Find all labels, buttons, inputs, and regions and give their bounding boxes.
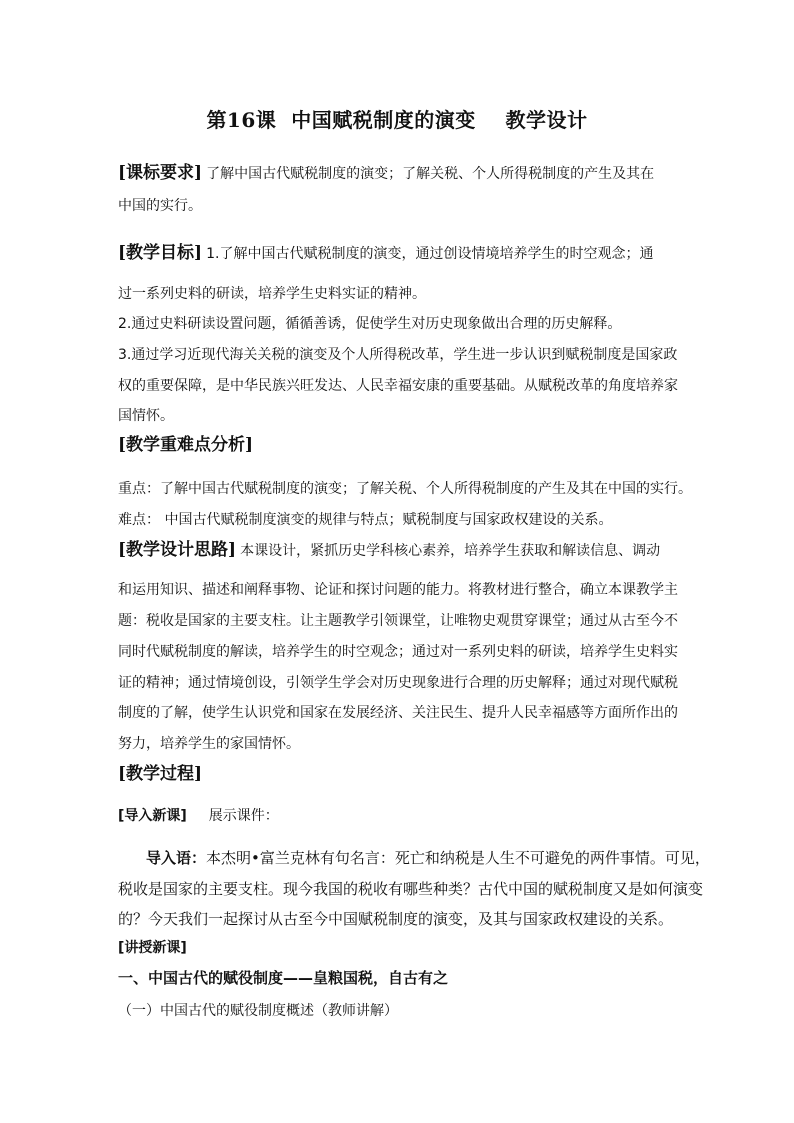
teaching-objectives-text: 1.了解中国古代赋税制度的演变，通过创设情境培养学生的时空观念；通 [206,246,654,262]
design-thinking-line-5: 证的精神；通过情境创设，引领学生学会对历史现象进行合理的历史解释；通过对现代赋税 [118,675,678,691]
curriculum-requirements-line-2: 中国的实行。 [118,198,202,214]
teaching-process-heading-line [118,764,206,785]
key-difficulty-heading-line [118,435,257,456]
design-thinking-line-4: 同时代赋税制度的解读，培养学生的时空观念；通过对一系列史料的研读，培养学生史料实 [118,644,678,660]
lead-line-3: 的？今天我们一起探讨从古至今中国赋税制度的演变，及其与国家政权建设的关系。 [118,910,674,928]
design-thinking-line-2: 和运用知识、描述和阐释事物、论证和探讨问题的能力。将教材进行整合，确立本课教学主 [118,582,678,598]
lead-text-1: 本杰明•富兰克林有句名言：死亡和纳税是人生不可避免的两件事情。可见， [206,849,710,867]
difficulties-line: 难点： 中国古代赋税制度演变的规律与特点；赋税制度与国家政权建设的关系。 [118,512,613,528]
key-points-line: 重点：了解中国古代赋税制度的演变；了解关税、个人所得税制度的产生及其在中国的实行。 [118,481,692,497]
teach-new-lesson-line [118,938,187,958]
intro-line [118,806,279,826]
document-title: 第16课 中国赋税制度的演变 教学设计 [206,108,588,132]
teaching-objectives-line-2: 过一系列史料的研读，培养学生史料实证的精神。 [118,286,426,302]
curriculum-requirements-heading: [课标要求] [118,163,203,183]
lead-line-1 [146,848,710,868]
design-thinking-line-7: 努力，培养学生的家国情怀。 [118,736,300,752]
design-thinking-heading: [教学设计思路] [118,540,237,560]
curriculum-requirements-text: 了解中国古代赋税制度的演变；了解关税、个人所得税制度的产生及其在 [206,166,655,182]
teaching-objectives-heading: [教学目标] [118,243,203,263]
teaching-objectives-line-3: 2.通过史料研读设置问题，循循善诱，促使学生对历史现象做出合理的历史解释。 [118,316,622,332]
part-one-subheading: （一）中国古代的赋役制度概述（教师讲解） [118,1003,398,1019]
key-difficulty-heading: [教学重难点分析] [118,435,254,455]
design-thinking-line-6: 制度的了解，使学生认识党和国家在发展经济、关注民生、提升人民幸福感等方面所作出的 [118,705,678,721]
design-thinking-text: 本课设计，紧抓历史学科核心素养，培养学生获取和解读信息、调动 [240,543,661,559]
teaching-process-heading: [教学过程] [118,764,203,784]
design-thinking-line-3: 题：税收是国家的主要支柱。让主题教学引领课堂，让唯物史观贯穿课堂；通过从古至今不 [118,613,678,629]
teaching-objectives-line-6: 国情怀。 [118,408,174,424]
curriculum-requirements-line-1 [118,163,654,184]
part-one-heading: 一、中国古代的赋役制度——皇粮国税，自古有之 [118,969,449,987]
lead-line-2: 税收是国家的主要支柱。现今我国的税收有哪些种类？古代中国的赋税制度又是如何演变 [118,880,704,898]
design-thinking-line-1 [118,540,660,561]
teach-new-lesson-label: [讲授新课] [118,940,187,956]
teaching-objectives-line-1 [118,243,653,264]
intro-label: [导入新课] [118,808,187,824]
teaching-objectives-line-4: 3.通过学习近现代海关关税的演变及个人所得税改革，学生进一步认识到赋税制度是国家政 [118,347,678,363]
intro-text: 展示课件： [208,808,279,824]
teaching-objectives-line-5: 权的重要保障，是中华民族兴旺发达、人民幸福安康的重要基础。从赋税改革的角度培养家 [118,378,678,394]
lead-label: 导入语： [146,849,207,867]
